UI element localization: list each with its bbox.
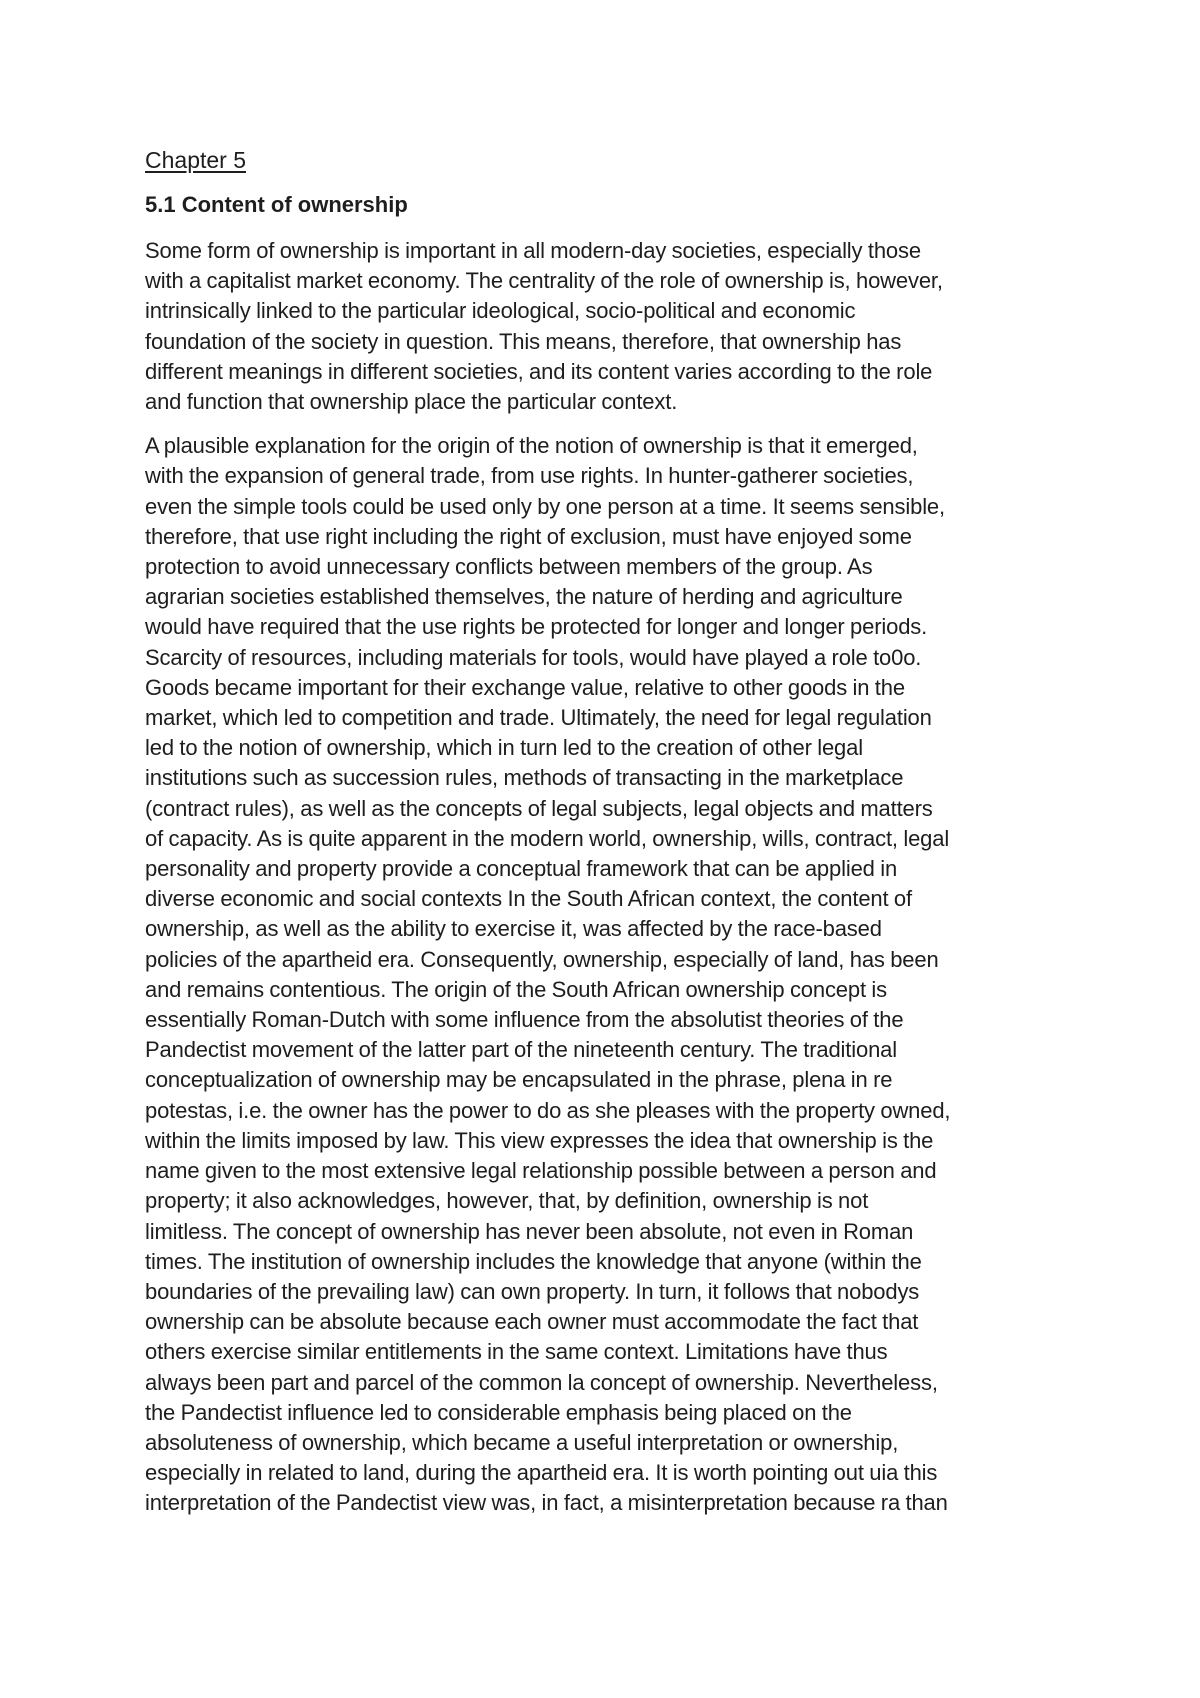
text-line: others exercise similar entitlements in the same context. Limitations have thus (145, 1339, 888, 1365)
text-line: A plausible explanation for the origin of the notion of ownership is that it emerged, (145, 433, 918, 459)
text-line: Goods became important for their exchange value, relative to other goods in the (145, 674, 905, 700)
text-line: especially in related to land, during the apartheid era. It is worth pointing out uia this (145, 1460, 938, 1486)
text-line: therefore, that use right including the right of exclusion, must have enjoyed some (145, 523, 912, 549)
text-line: agrarian societies established themselves, the nature of herding and agriculture (145, 584, 903, 610)
text-line: Pandectist movement of the latter part of the nineteenth century. The traditional (145, 1037, 897, 1063)
text-line: institutions such as succession rules, methods of transacting in the marketplace (145, 765, 904, 791)
text-line: essentially Roman-Dutch with some influence from the absolutist theories of the (145, 1007, 904, 1033)
text-line: boundaries of the prevailing law) can own property. In turn, it follows that nobodys (145, 1278, 920, 1304)
text-line: always been part and parcel of the common la concept of ownership. Nevertheless, (145, 1369, 938, 1395)
text-line: property; it also acknowledges, however, that, by definition, ownership is not (145, 1188, 869, 1214)
paragraph (145, 236, 1070, 417)
text-line: times. The institution of ownership includes the knowledge that anyone (within the (145, 1248, 922, 1274)
paragraph (145, 431, 1070, 1518)
text-line: potestas, i.e. the owner has the power to do as she pleases with the property owned, (145, 1097, 951, 1123)
text-line: with the expansion of general trade, from use rights. In hunter-gatherer societies, (145, 463, 914, 489)
text-line: name given to the most extensive legal relationship possible between a person and (145, 1158, 937, 1184)
text-line: market, which led to competition and trade. Ultimately, the need for legal regulation (145, 705, 932, 731)
text-line: within the limits imposed by law. This view expresses the idea that ownership is the (145, 1127, 934, 1153)
text-line: interpretation of the Pandectist view was, in fact, a misinterpretation because ra than (145, 1490, 948, 1516)
text-line: different meanings in different societies, and its content varies according to the role (145, 358, 933, 384)
text-line: Some form of ownership is important in all modern-day societies, especially those (145, 238, 921, 263)
text-line: limitless. The concept of ownership has never been absolute, not even in Roman (145, 1218, 914, 1244)
text-line: absoluteness of ownership, which became a useful interpretation or ownership, (145, 1429, 899, 1455)
chapter-heading: Chapter 5 (145, 147, 247, 173)
text-line: and function that ownership place the particular context. (145, 389, 678, 415)
text-line: led to the notion of ownership, which in turn led to the creation of other legal (145, 735, 863, 761)
text-line: Scarcity of resources, including materials for tools, would have played a role to0o. (145, 644, 922, 670)
text-line: policies of the apartheid era. Consequently, ownership, especially of land, has been (145, 946, 939, 972)
text-line: intrinsically linked to the particular ideological, socio-political and economic (145, 298, 856, 324)
text-line: would have required that the use rights be protected for longer and longer periods. (145, 614, 928, 640)
document-page (145, 145, 1070, 1533)
text-line: even the simple tools could be used only by one person at a time. It seems sensible, (145, 493, 945, 519)
text-line: the Pandectist influence led to considerable emphasis being placed on the (145, 1399, 852, 1425)
text-line: ownership, as well as the ability to exercise it, was affected by the race-based (145, 916, 882, 942)
text-line: with a capitalist market economy. The centrality of the role of ownership is, however, (145, 268, 943, 294)
body-text (145, 236, 1070, 1519)
text-line: of capacity. As is quite apparent in the modern world, ownership, wills, contract, legal (145, 825, 950, 851)
text-line: personality and property provide a conceptual framework that can be applied in (145, 856, 898, 882)
section-title: 5.1 Content of ownership (145, 192, 408, 217)
text-line: (contract rules), as well as the concepts of legal subjects, legal objects and matters (145, 795, 933, 821)
text-line: and remains contentious. The origin of the South African ownership concept is (145, 976, 887, 1002)
text-line: diverse economic and social contexts In the South African context, the content of (145, 886, 912, 912)
text-line: conceptualization of ownership may be encapsulated in the phrase, plena in re (145, 1067, 893, 1093)
text-line: ownership can be absolute because each owner must accommodate the fact that (145, 1309, 919, 1335)
text-line: protection to avoid unnecessary conflicts between members of the group. As (145, 554, 873, 580)
text-line: foundation of the society in question. This means, therefore, that ownership has (145, 328, 902, 354)
